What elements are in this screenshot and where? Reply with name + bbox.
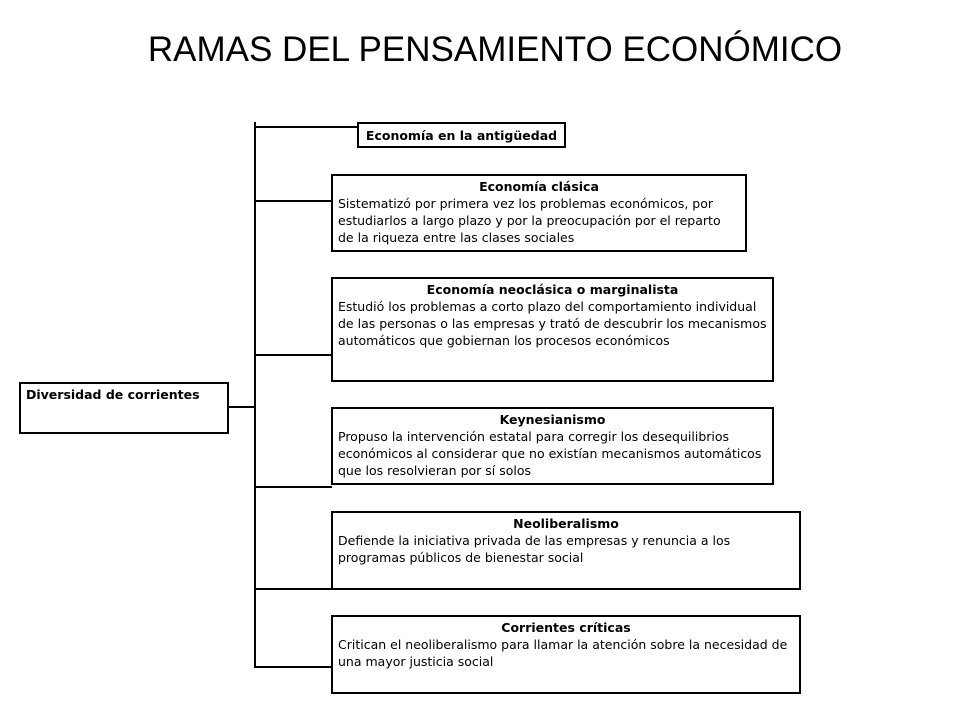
root-connector xyxy=(228,406,256,408)
branch-connector-5 xyxy=(254,588,332,590)
branch-heading: Economía clásica xyxy=(479,179,599,194)
branch-box-neoliberalismo xyxy=(331,511,801,590)
branch-connector-6 xyxy=(254,666,332,668)
branch-connector-4 xyxy=(254,486,332,488)
branch-box-clasica xyxy=(331,174,747,252)
branch-box-keynesianismo xyxy=(331,407,774,485)
branch-connector-2 xyxy=(254,200,332,202)
branch-box-antiguedad xyxy=(357,122,566,148)
branch-description: Estudió los problemas a corto plazo del comportamiento individual de las personas o las empresas y trató de descubrir los mecanismos automáticos que gobiernan los procesos económicos xyxy=(338,299,767,348)
trunk-line xyxy=(254,122,256,668)
branch-description: Critican el neoliberalismo para llamar la atención sobre la necesidad de una mayor justicia social xyxy=(338,637,788,669)
branch-box-criticas xyxy=(331,615,801,694)
branch-description: Sistematizó por primera vez los problemas económicos, por estudiarlos a largo plazo y por la preocupación por el reparto de la riqueza entre las clases sociales xyxy=(338,196,721,245)
branch-connector-1 xyxy=(254,126,358,128)
branch-heading: Neoliberalismo xyxy=(513,516,619,531)
root-label: Diversidad de corrientes xyxy=(26,387,200,402)
branch-description: Propuso la intervención estatal para corregir los desequilibrios económicos al considerar que no existían mecanismos automáticos que los resolvieran por sí solos xyxy=(338,429,762,478)
page-title: RAMAS DEL PENSAMIENTO ECONÓMICO xyxy=(147,30,843,69)
branch-heading: Keynesianismo xyxy=(499,412,606,427)
branch-heading: Corrientes críticas xyxy=(501,620,631,635)
branch-heading: Economía neoclásica o marginalista xyxy=(426,282,679,297)
root-box xyxy=(19,382,229,434)
branch-heading: Economía en la antigüedad xyxy=(365,128,558,143)
branch-description: Defiende la iniciativa privada de las empresas y renuncia a los programas públicos de bienestar social xyxy=(338,533,731,565)
branch-box-neoclasica xyxy=(331,277,774,382)
branch-connector-3 xyxy=(254,354,332,356)
